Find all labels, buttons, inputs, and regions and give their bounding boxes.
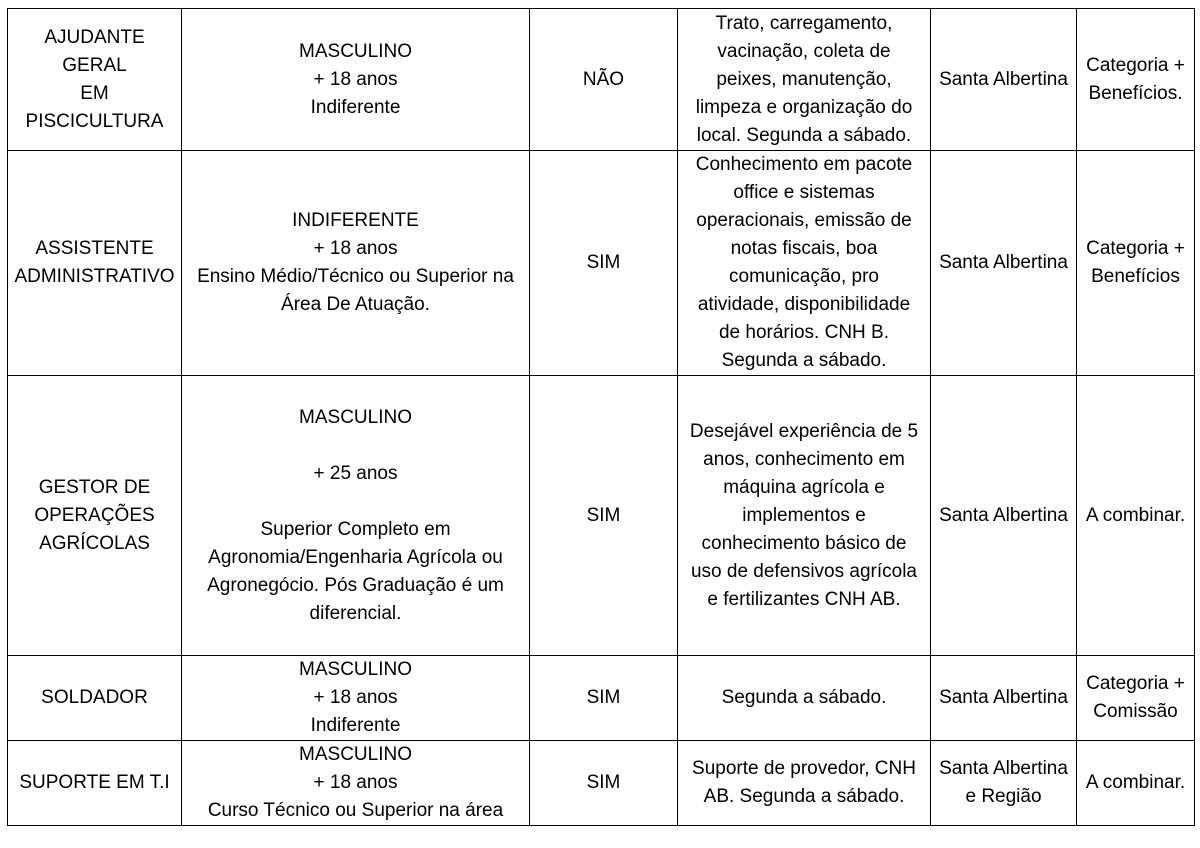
table-row [8,741,1195,826]
city-cell [931,9,1077,151]
experience-cell: SIM [530,741,678,826]
job-title-cell [8,656,182,741]
description-cell-line: vacinação, coleta de [717,40,891,62]
experience-cell: SIM [530,656,678,741]
requirements-cell [182,741,530,826]
requirements-line: Ensino Médio/Técnico ou Superior na [197,266,514,287]
description-cell-line: atividade, disponibilidade [697,294,911,315]
city-cell-line: Santa Albertina [939,758,1068,779]
job-title-cell-line: SOLDADOR [41,687,148,708]
requirements-line: + 18 anos [313,238,398,259]
salary-cell [1077,151,1195,376]
job-title-cell-line: AGRÍCOLAS [39,532,150,554]
city-cell [931,376,1077,656]
salary-cell-line: Categoria + [1086,673,1185,694]
salary-cell-line: Categoria + [1086,54,1185,76]
city-cell [931,151,1077,376]
requirements-line: MASCULINO [299,659,412,680]
salary-cell-line: Categoria + [1086,238,1185,259]
table-row [8,9,1195,151]
requirements-line: Superior Completo em [260,518,451,540]
job-title-cell [8,9,182,151]
experience-cell: SIM [530,376,678,656]
description-cell-line: uso de defensivos agrícola [690,560,918,582]
requirements-line: INDIFERENTE [292,210,419,231]
job-title-cell-line: ADMINISTRATIVO [14,266,175,287]
table-row [8,376,1195,656]
description-cell-line: implementos e [742,504,866,526]
job-listings-body [8,9,1195,826]
city-cell [931,741,1077,826]
job-title-cell-line: SUPORTE EM T.I [19,772,170,793]
requirements-line: + 18 anos [313,772,398,793]
salary-cell [1077,656,1195,741]
job-title-cell [8,741,182,826]
description-cell-line: office e sistemas [733,182,875,203]
description-cell-line: Segunda a sábado. [721,350,887,371]
description-cell-line: e fertilizantes CNH AB. [707,588,901,610]
city-cell [931,656,1077,741]
description-cell-line: anos, conhecimento em [703,448,905,470]
description-cell [678,151,931,376]
city-cell-line: Santa Albertina [939,252,1068,273]
city-cell-line: Santa Albertina [939,687,1068,708]
description-cell [678,741,931,826]
description-cell-line: comunicação, pro [729,266,879,287]
requirements-line: Agronomia/Engenharia Agrícola ou [208,546,503,568]
description-cell-line: Conhecimento em pacote [695,154,913,175]
job-title-cell-line: EM PISCICULTURA [25,82,164,132]
requirements-line: Curso Técnico ou Superior na área [207,800,504,821]
requirements-line: Indiferente [310,715,401,736]
salary-cell-line: Comissão [1093,701,1178,722]
experience-cell: SIM [530,151,678,376]
table-row [8,151,1195,376]
requirements-gap [184,488,527,516]
description-cell-line: AB. Segunda a sábado. [703,786,905,807]
requirements-line: + 25 anos [313,462,398,484]
job-title-cell-line: GESTOR DE [38,476,151,498]
requirements-cell [182,151,530,376]
requirements-line: Área De Atuação. [281,294,430,315]
description-cell-line: notas fiscais, boa [730,238,878,259]
table-row [8,656,1195,741]
salary-cell [1077,9,1195,151]
salary-cell [1077,376,1195,656]
requirements-cell [182,656,530,741]
description-cell-line: limpeza e organização do [695,96,913,118]
job-title-cell [8,376,182,656]
description-cell [678,656,931,741]
salary-cell [1077,741,1195,826]
city-cell-line: e Região [965,786,1042,807]
requirements-line: MASCULINO [299,40,412,62]
requirements-cell [182,9,530,151]
requirements-line: diferencial. [309,602,402,624]
description-cell-line: operacionais, emissão de [696,210,912,231]
job-listings-table [7,8,1195,826]
description-cell-line: máquina agrícola e [723,476,885,498]
description-cell-line: de horários. CNH B. [718,322,889,343]
salary-cell-line: Benefícios. [1088,82,1183,104]
city-cell-line: Santa Albertina [939,68,1068,90]
requirements-line: MASCULINO [299,406,412,428]
requirements-line: + 18 anos [313,68,398,90]
description-cell-line: Trato, carregamento, [715,12,893,34]
requirements-gap [184,432,527,460]
description-cell-line: conhecimento básico de [701,532,907,554]
job-title-cell-line: ASSISTENTE [35,238,154,259]
description-cell-line: Suporte de provedor, CNH [692,758,916,779]
salary-cell-line: A combinar. [1085,772,1186,793]
requirements-line: MASCULINO [299,744,412,765]
job-title-cell [8,151,182,376]
job-title-cell-line: OPERAÇÕES [34,504,155,526]
description-cell-line: local. Segunda a sábado. [696,124,912,146]
description-cell-line: Segunda a sábado. [721,687,887,708]
requirements-line: Agronegócio. Pós Graduação é um [207,574,504,596]
salary-cell-line: Benefícios [1091,266,1180,287]
job-title-cell-line: AJUDANTE GERAL [44,26,145,76]
requirements-line: + 18 anos [313,687,398,708]
requirements-line: Indiferente [310,96,401,118]
description-cell [678,376,931,656]
city-cell-line: Santa Albertina [939,504,1068,526]
description-cell-line: peixes, manutenção, [716,68,892,90]
description-cell-line: Desejável experiência de 5 [689,420,919,442]
salary-cell-line: A combinar. [1085,504,1186,526]
experience-cell: NÃO [530,9,678,151]
requirements-cell [182,376,530,656]
description-cell [678,9,931,151]
